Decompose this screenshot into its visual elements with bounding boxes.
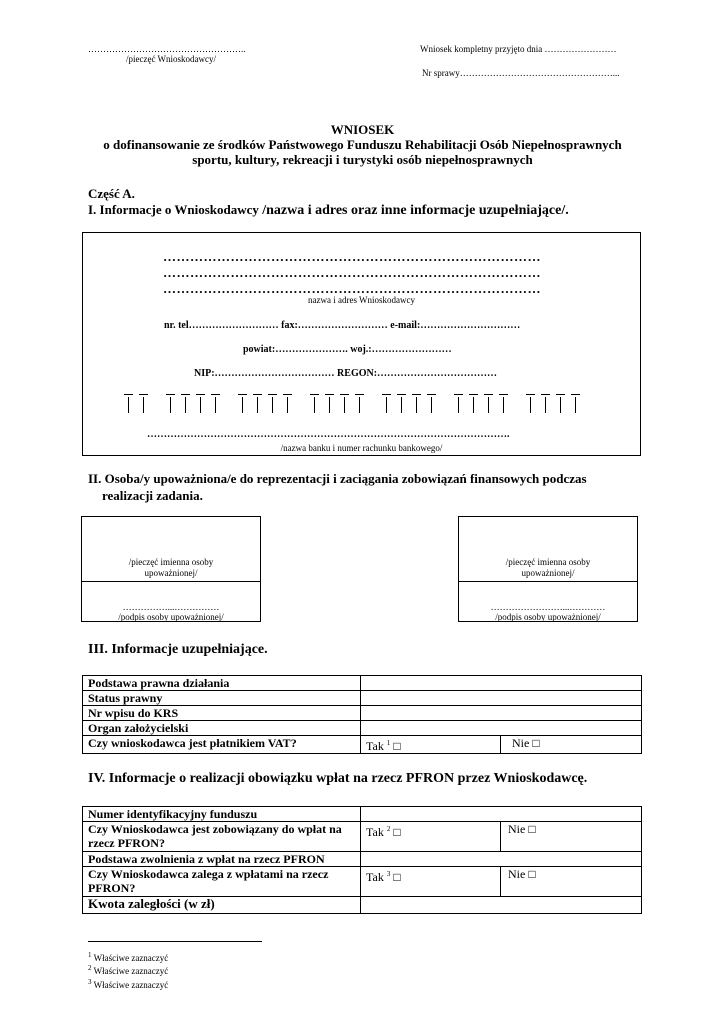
yes-label: Tak: [366, 825, 384, 839]
footnote-ref: 1: [386, 739, 391, 747]
stamp-caption-left-2: upoważnionej/: [144, 568, 198, 578]
table-row: [83, 897, 642, 914]
footnote-2: [88, 964, 168, 976]
name-caption: nazwa i adres Wnioskodawcy: [307, 295, 416, 305]
section-3-heading: III. Informacje uzupełniające.: [88, 642, 268, 657]
section-1-heading-b: /nazwa i adres oraz inne informacje uzupełniające/.: [262, 203, 569, 218]
obligated-yes-checkbox[interactable]: [361, 822, 501, 852]
applicant-stamp-area: [88, 44, 288, 64]
stamp-area-left[interactable]: [82, 517, 260, 582]
stamp-caption-right-2: upoważnionej/: [521, 568, 575, 578]
arrears-yes-checkbox[interactable]: [361, 867, 501, 897]
yes-label: Tak: [366, 870, 384, 884]
footnote-3: [88, 978, 168, 990]
row-label: Czy wnioskodawca jest płatnikiem VAT?: [83, 736, 361, 754]
row-label: Status prawny: [83, 691, 361, 706]
obligated-no-checkbox[interactable]: [501, 822, 642, 852]
name-dots-2[interactable]: …………………………………………………………………………: [163, 265, 541, 280]
name-dots-1[interactable]: …………………………………………………………………………: [163, 249, 541, 264]
section-1-heading: [88, 202, 569, 219]
footnote-number: 3: [88, 978, 92, 986]
table-row: [83, 691, 642, 706]
row-label: Organ założycielski: [83, 721, 361, 736]
founding-body-input[interactable]: [361, 721, 642, 736]
row-label: Kwota zaległości (w zł): [83, 897, 361, 914]
arrears-amount-input[interactable]: [361, 897, 642, 914]
table-row: [83, 807, 642, 822]
sign-dots-left: ……………...……………: [122, 602, 220, 612]
section-2-heading: [88, 470, 587, 504]
row-label: Podstawa zwolnienia z wpłat na rzecz PFRON: [83, 852, 361, 867]
part-a-label: Część A.: [88, 186, 135, 201]
footnote-ref: 3: [386, 870, 391, 878]
checkbox-icon: □: [393, 870, 401, 884]
table-row: [83, 721, 642, 736]
vat-no-label: Nie □: [512, 736, 540, 750]
region-row[interactable]: powiat:…………………. woj.:……………………: [243, 344, 452, 355]
footnote-text: Właściwe zaznaczyć: [93, 966, 169, 976]
additional-info-table: [82, 675, 642, 754]
no-label: Nie □: [508, 867, 536, 881]
row-label: Nr wpisu do KRS: [83, 706, 361, 721]
exemption-basis-input[interactable]: [361, 852, 642, 867]
footnote-divider: [88, 941, 262, 942]
sign-caption-right: /podpis osoby upoważnionej/: [495, 612, 601, 622]
stamp-caption-right: [459, 557, 637, 579]
bank-account-boxes[interactable]: [121, 391, 595, 413]
section-4-heading: IV. Informacje o realizacji obowiązku wpłat na rzecz PFRON przez Wnioskodawcę.: [88, 771, 588, 786]
vat-no-checkbox[interactable]: [501, 736, 642, 754]
legal-status-input[interactable]: [361, 691, 642, 706]
pfron-table: [82, 806, 642, 914]
table-row: [83, 736, 642, 754]
footnote-number: 1: [88, 951, 92, 959]
applicant-info-box: [82, 232, 641, 456]
row-label: Numer identyfikacyjny funduszu: [83, 807, 361, 822]
stamp-caption-left: [82, 557, 260, 579]
received-date-field: Wniosek kompletny przyjęto dnia ……………………: [420, 44, 617, 54]
row-label: Czy Wnioskodawca zalega z wpłatami na rzecz PFRON?: [83, 867, 361, 897]
sign-dots-right: ……………………...…………: [490, 602, 606, 612]
signature-box-right: [458, 516, 638, 622]
row-label: Czy Wnioskodawca jest zobowiązany do wpłat na rzecz PFRON?: [83, 822, 361, 852]
table-row: [83, 852, 642, 867]
bank-caption: /nazwa banku i numer rachunku bankowego/: [280, 443, 443, 453]
row-label: Podstawa prawna działania: [83, 676, 361, 691]
krs-number-input[interactable]: [361, 706, 642, 721]
document-title: [0, 122, 725, 167]
title-line-2: o dofinansowanie ze środków Państwowego Funduszu Rehabilitacji Osób Niepełnosprawnych: [103, 137, 622, 152]
footnote-text: Właściwe zaznaczyć: [93, 980, 169, 990]
table-row: [83, 822, 642, 852]
title-line-1: WNIOSEK: [330, 122, 395, 137]
table-row: [83, 706, 642, 721]
arrears-no-checkbox[interactable]: [501, 867, 642, 897]
sign-caption-left: /podpis osoby upoważnionej/: [118, 612, 224, 622]
bank-dots[interactable]: ……………………………………………………………………………………………….: [147, 429, 510, 440]
section-2-heading-2: realizacji zadania.: [102, 488, 203, 503]
section-2-heading-1: II. Osoba/y upoważniona/e do reprezentacji i zaciągania zobowiązań finansowych podczas: [88, 471, 587, 486]
no-label: Nie □: [508, 822, 536, 836]
table-row: [83, 867, 642, 897]
footnote-ref: 2: [386, 825, 391, 833]
stamp-caption-left-1: /pieczęć imienna osoby: [128, 557, 214, 567]
stamp-area-right[interactable]: [459, 517, 637, 582]
legal-basis-input[interactable]: [361, 676, 642, 691]
vat-yes-checkbox[interactable]: [361, 736, 501, 754]
sign-area-right[interactable]: [459, 602, 637, 622]
section-1-heading-a: I. Informacje o Wnioskodawcy: [88, 202, 263, 217]
table-row: [83, 676, 642, 691]
vat-yes-label: Tak: [366, 739, 384, 753]
case-number-field: Nr sprawy……………………………………………...: [422, 68, 620, 78]
footnote-text: Właściwe zaznaczyć: [93, 953, 169, 963]
ids-row[interactable]: NIP:……………………………… REGON:………………………………: [194, 368, 498, 379]
title-line-3: sportu, kultury, rekreacji i turystyki osób niepełnosprawnych: [192, 152, 533, 167]
signature-box-left: [81, 516, 261, 622]
checkbox-icon: □: [393, 825, 401, 839]
stamp-label: /pieczęć Wnioskodawcy/: [126, 54, 217, 64]
name-dots-3[interactable]: …………………………………………………………………………: [163, 281, 541, 296]
contact-row[interactable]: nr. tel……………………… fax:……………………… e-mail:…………………………: [164, 320, 521, 331]
stamp-dots: ……………………………………………..: [88, 44, 246, 54]
footnote-1: [88, 951, 168, 963]
sign-area-left[interactable]: [82, 602, 260, 622]
checkbox-icon: □: [393, 739, 401, 753]
stamp-caption-right-1: /pieczęć imienna osoby: [505, 557, 591, 567]
footnote-number: 2: [88, 964, 92, 972]
fund-id-input[interactable]: [361, 807, 642, 822]
